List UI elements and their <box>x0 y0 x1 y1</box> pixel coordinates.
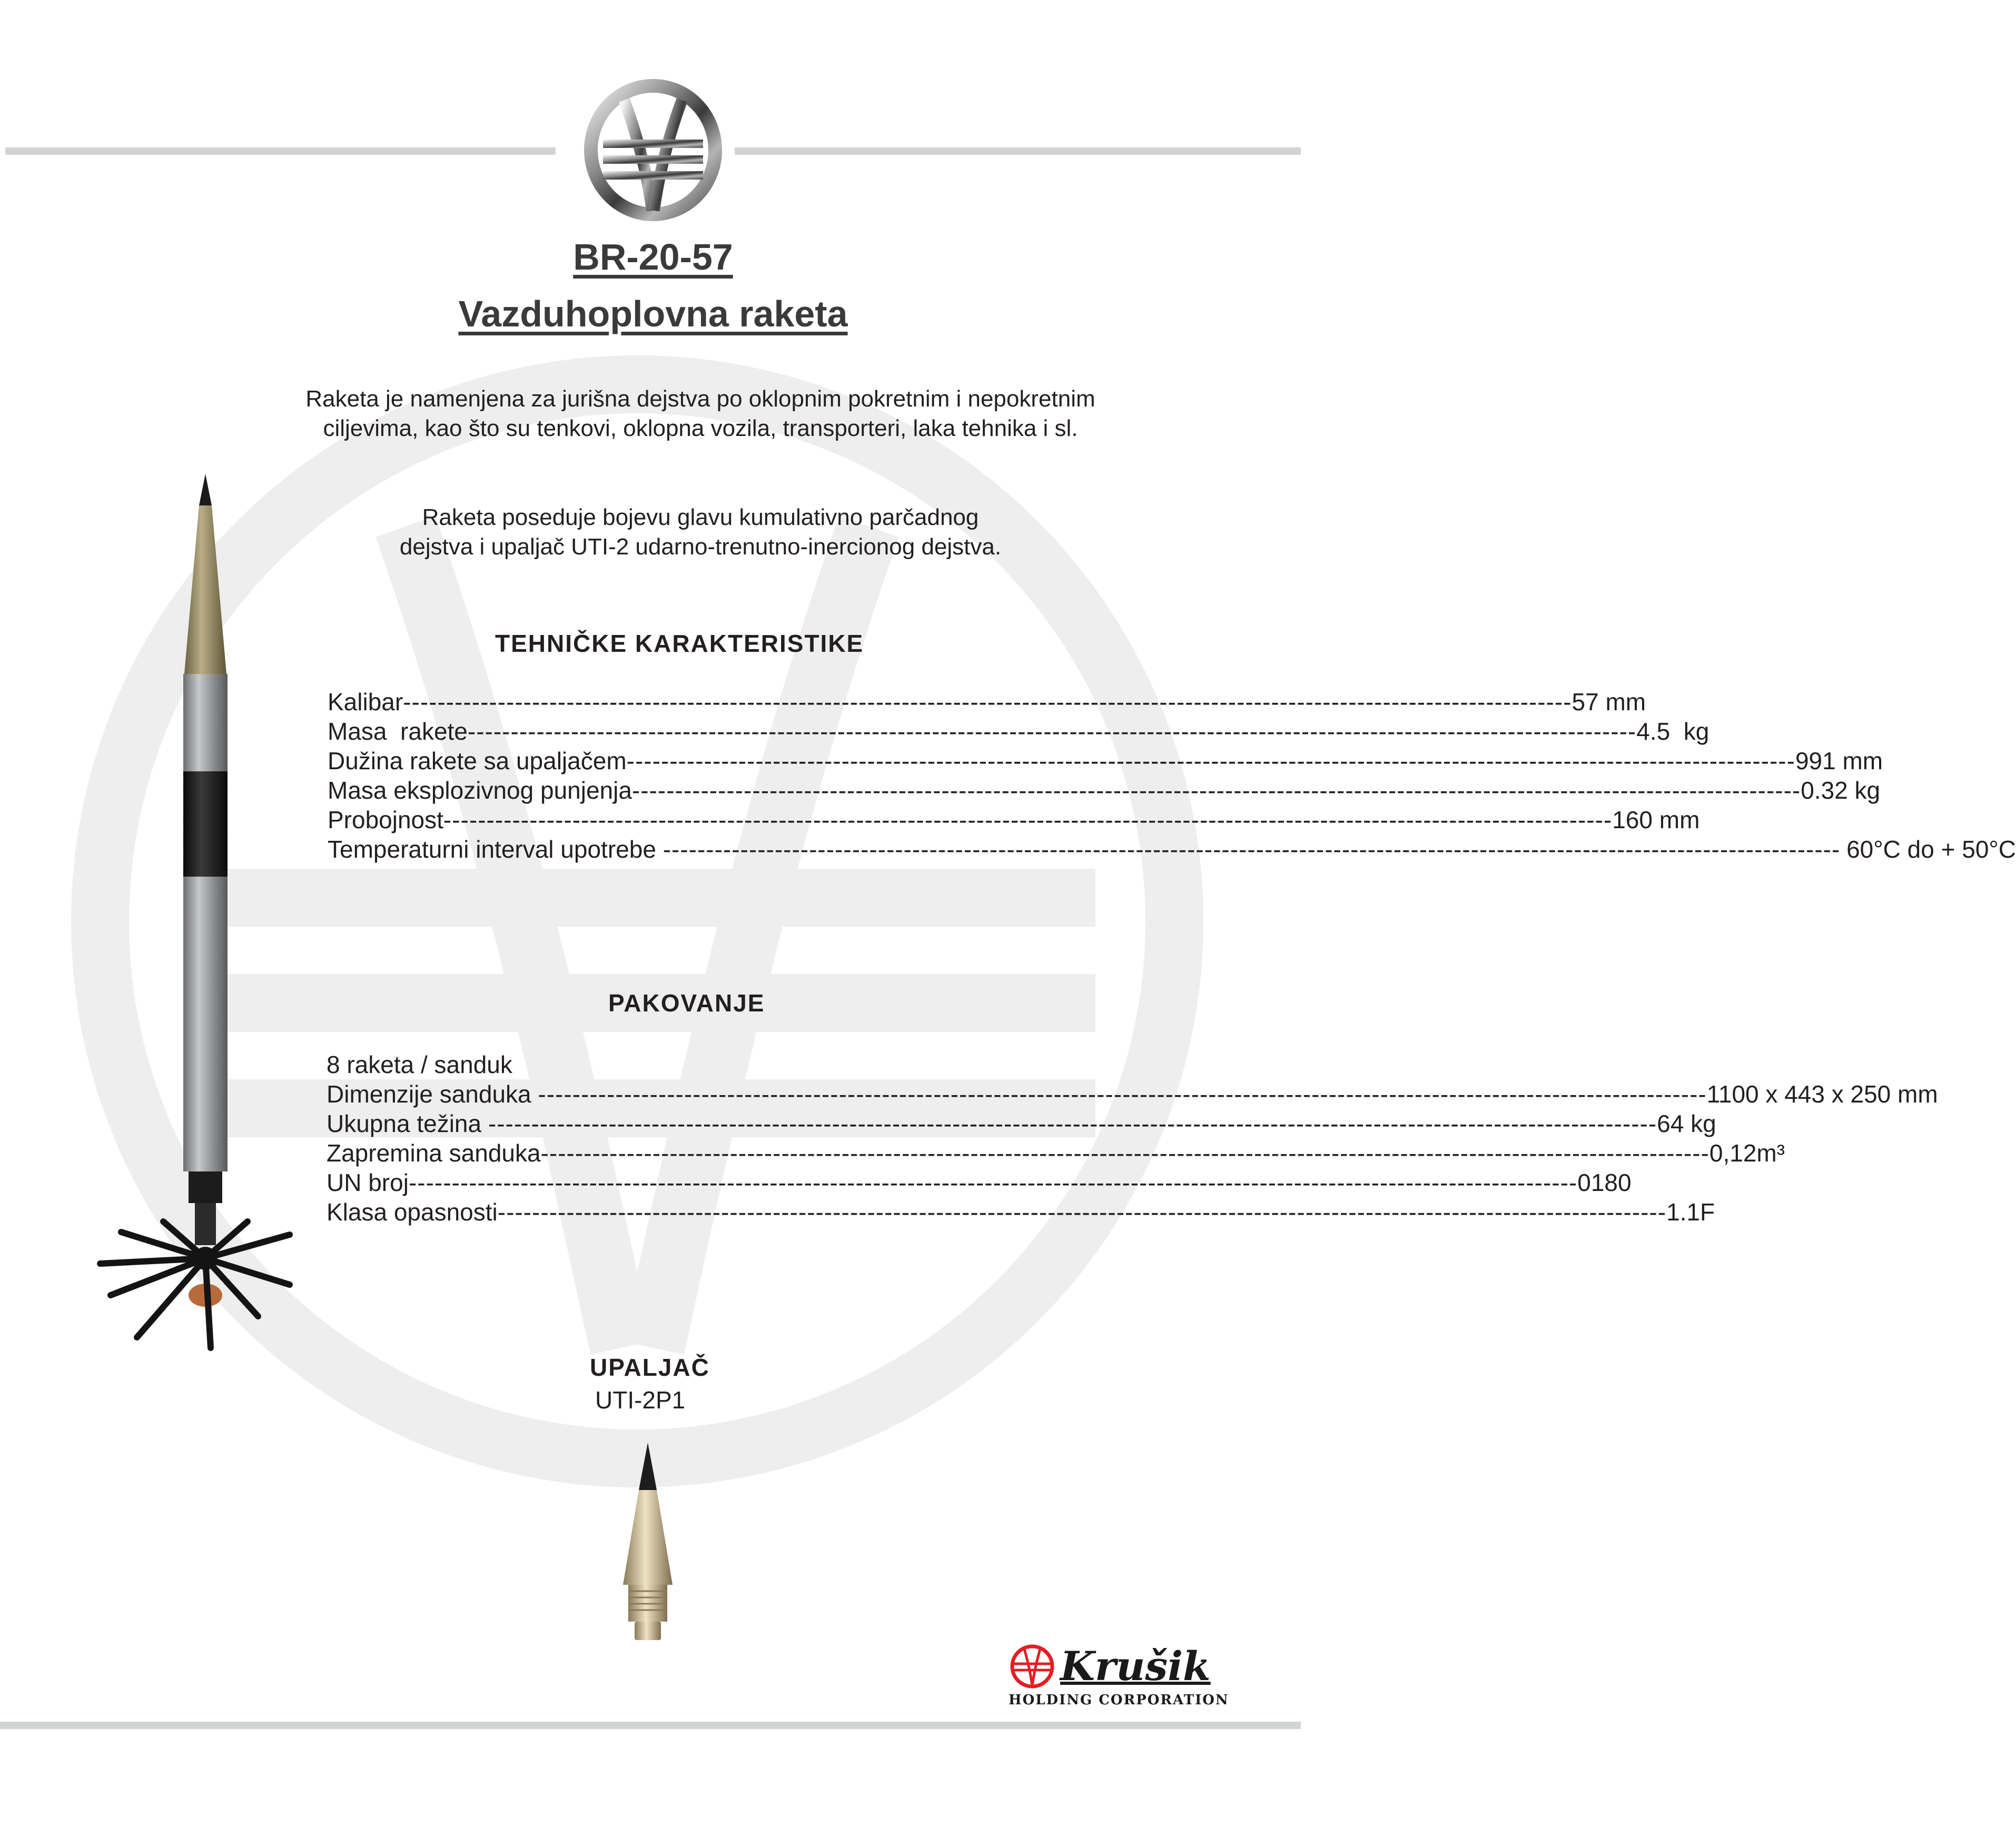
top-rule-right <box>735 147 1301 155</box>
pack-label: Zapremina sanduka <box>327 1139 541 1167</box>
spec-label: Dužina rakete sa upaljačem <box>328 747 627 774</box>
bottom-rule <box>0 1722 1301 1729</box>
dash-leader: ---------------------------------------------------------------------------------------------------------------------------------------- <box>631 777 1801 804</box>
brand-tagline: HOLDING CORPORATION <box>1009 1692 1229 1708</box>
dash-leader: ---------------------------------------------------------------------------------------------------------------------------------------- <box>497 1198 1667 1226</box>
pack-value: 0180 <box>1577 1169 1632 1196</box>
dash-leader: ---------------------------------------------------------------------------------------------------------------------------------------- <box>626 747 1795 774</box>
spec-value: 57 mm <box>1572 688 1646 716</box>
dash-leader: ---------------------------------------------------------------------------------------------------------------------------------------- <box>538 1080 1707 1108</box>
pack-row <box>327 1197 1715 1227</box>
spec-row <box>328 746 1883 776</box>
pack-value: 1.1F <box>1666 1198 1715 1226</box>
dash-leader: ---------------------------------------------------------------------------------------------------------------------------------------- <box>663 836 1832 863</box>
spec-value: - 60°C do + 50°C <box>1831 836 2016 863</box>
fuze-heading: UPALJAČ <box>590 1354 710 1381</box>
pack-label: Ukupna težina <box>327 1110 488 1137</box>
spec-label: Probojnost <box>328 806 443 833</box>
spec-label: Masa eksplozivnog punjenja <box>328 777 632 804</box>
pack-row <box>327 1079 1938 1109</box>
brand-name: Krušik <box>1060 1643 1211 1690</box>
pack-value: 0,12m³ <box>1709 1139 1785 1167</box>
dash-leader: ---------------------------------------------------------------------------------------------------------------------------------------- <box>540 1139 1709 1167</box>
spec-value: 4.5 kg <box>1636 718 1709 745</box>
pack-row <box>327 1109 1716 1138</box>
pack-row <box>327 1168 1632 1197</box>
brand-emblem-icon <box>1009 1643 1056 1690</box>
technical-heading: TEHNIČKE KARAKTERISTIKE <box>495 630 864 657</box>
spec-row <box>328 835 2016 864</box>
page-subtitle: Vazduhoplovna raketa <box>458 293 848 334</box>
pack-row <box>327 1138 1785 1168</box>
spec-row <box>328 776 1881 805</box>
pack-label: UN broj <box>327 1169 409 1196</box>
spec-label: Kalibar <box>328 688 403 716</box>
dash-leader: ---------------------------------------------------------------------------------------------------------------------------------------- <box>403 688 1572 716</box>
rocket-illustration <box>90 474 300 1364</box>
company-emblem-logo <box>579 79 727 221</box>
pack-label: Dimenzije sanduka <box>327 1080 538 1108</box>
description-paragraph-2: Raketa poseduje bojevu glavu kumulativno parčadnog dejstva i upaljač UTI-2 udarno-trenutno-inercionog dejstva. <box>399 504 1002 560</box>
dash-leader: ---------------------------------------------------------------------------------------------------------------------------------------- <box>408 1169 1578 1196</box>
spec-value: 991 mm <box>1795 747 1883 774</box>
pack-value: 1100 x 443 x 250 mm <box>1706 1080 1938 1108</box>
spec-row <box>328 717 1709 746</box>
packaging-note: 8 raketa / sanduk <box>327 1051 512 1078</box>
fuze-model: UTI-2P1 <box>595 1386 686 1414</box>
spec-row <box>328 805 1700 835</box>
top-rule-left <box>5 147 556 155</box>
spec-value: 0.32 kg <box>1801 777 1881 804</box>
packaging-specs-list <box>327 1079 1938 1227</box>
page-title: BR-20-57 <box>573 236 733 277</box>
spec-label: Masa rakete <box>328 718 468 745</box>
brand-logo <box>1009 1643 1230 1706</box>
spec-label: Temperaturni interval upotrebe <box>328 836 663 863</box>
technical-specs-list <box>328 687 2016 864</box>
description-paragraph-1: Raketa je namenjena za jurišna dejstva po oklopnim pokretnim i nepokretnim ciljevima, kao što su tenkovi, oklopna vozila, transporteri, laka tehnika i sl. <box>305 386 1095 441</box>
dash-leader: ---------------------------------------------------------------------------------------------------------------------------------------- <box>488 1110 1657 1137</box>
dash-leader: ---------------------------------------------------------------------------------------------------------------------------------------- <box>443 806 1613 833</box>
pack-label: Klasa opasnosti <box>327 1198 498 1226</box>
dash-leader: ---------------------------------------------------------------------------------------------------------------------------------------- <box>467 718 1637 745</box>
packaging-heading: PAKOVANJE <box>608 989 765 1017</box>
spec-value: 160 mm <box>1612 806 1700 833</box>
fuze-illustration <box>614 1443 682 1643</box>
spec-row <box>328 687 1646 717</box>
pack-value: 64 kg <box>1657 1110 1716 1137</box>
